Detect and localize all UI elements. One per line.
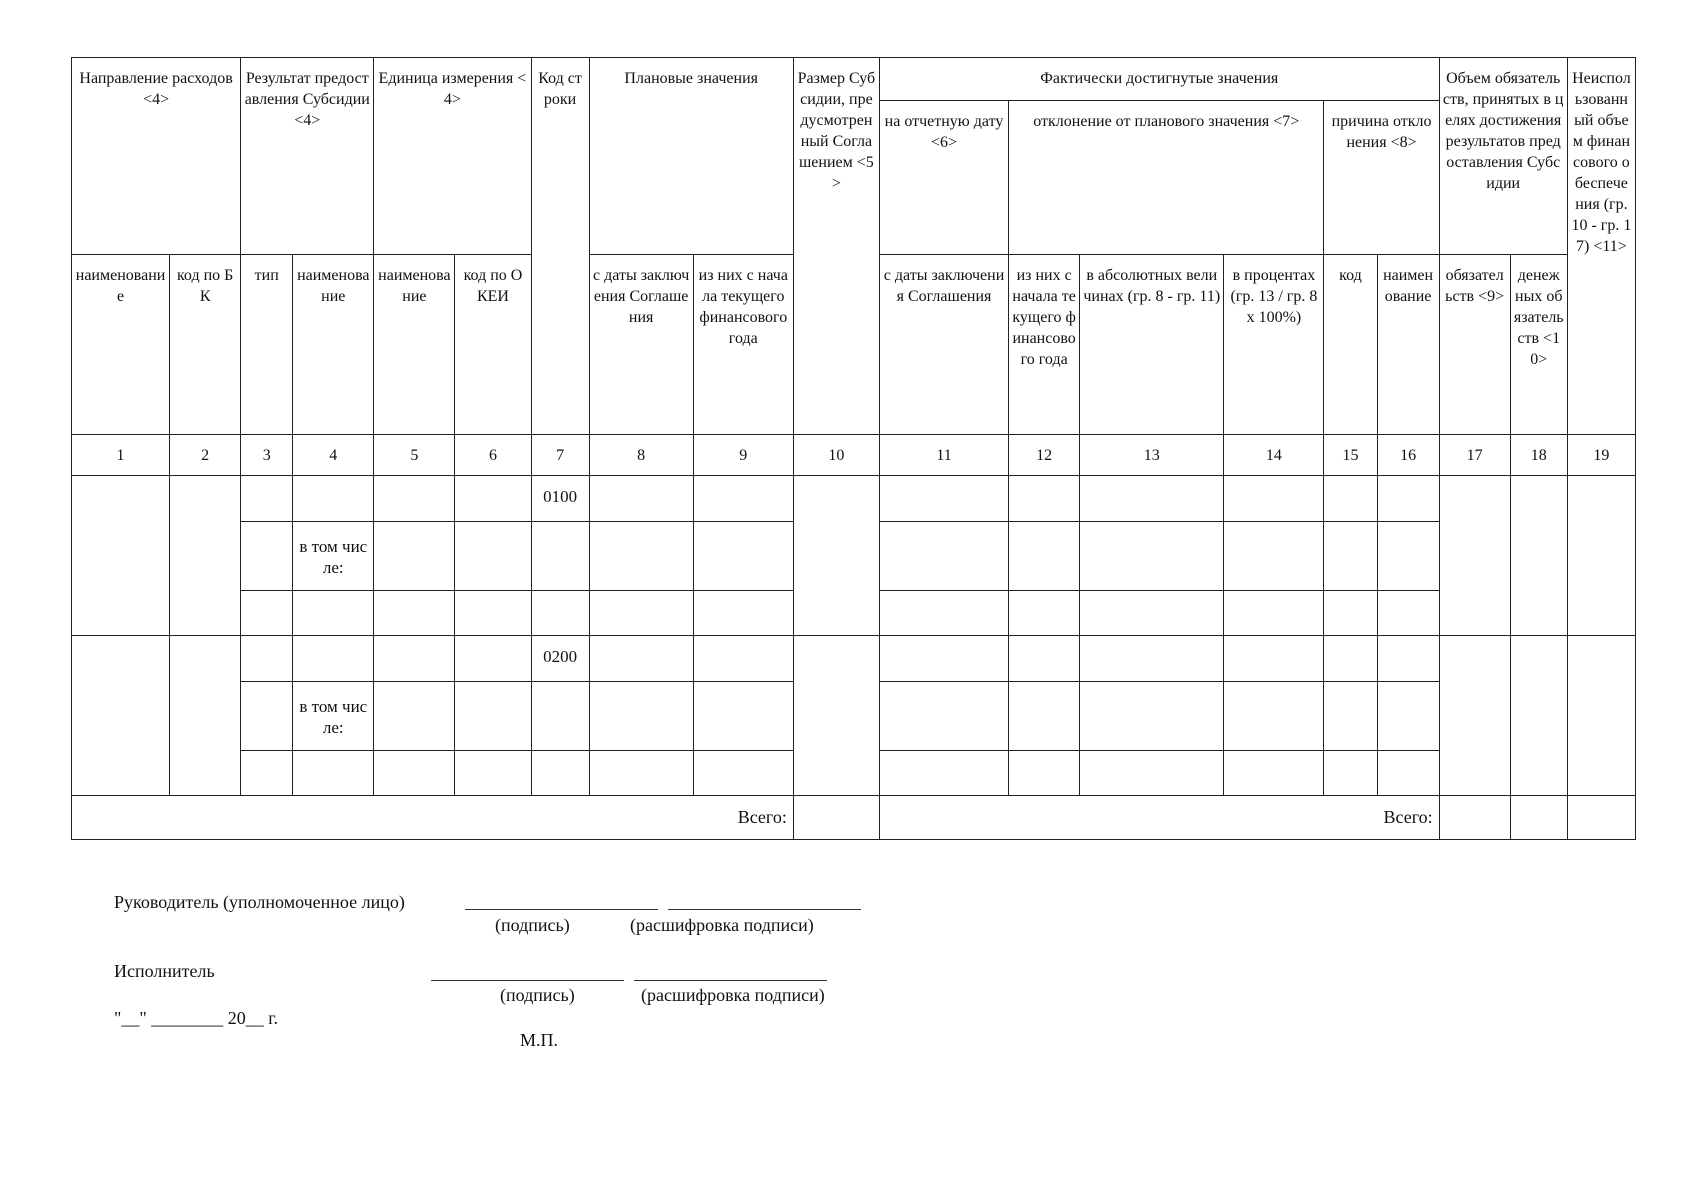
- cell-unit-name[interactable]: [374, 751, 455, 796]
- column-number: 6: [455, 435, 531, 476]
- row-code-0200: 0200: [531, 636, 589, 682]
- cell-unit-name[interactable]: [374, 636, 455, 682]
- cell-deviation-abs[interactable]: [1080, 476, 1224, 522]
- cell-unit-name[interactable]: [374, 476, 455, 522]
- column-number: 8: [589, 435, 693, 476]
- cell-result-name[interactable]: [293, 751, 374, 796]
- total-obligations[interactable]: [1439, 796, 1510, 840]
- cell-napravlenie-name[interactable]: [72, 636, 170, 796]
- cell-reason-code[interactable]: [1324, 522, 1377, 591]
- cell-deviation-abs[interactable]: [1080, 636, 1224, 682]
- cell-row-code[interactable]: [531, 751, 589, 796]
- header-s-daty-8: с даты заключения Соглашения: [589, 255, 693, 435]
- cell-tip[interactable]: [241, 522, 293, 591]
- cell-deviation-percent[interactable]: [1224, 476, 1324, 522]
- cell-result-name[interactable]: [293, 476, 374, 522]
- cell-fact-from-year[interactable]: [1009, 751, 1080, 796]
- header-kod-stroki: Код строки: [531, 58, 589, 435]
- cell-unit-name[interactable]: [374, 682, 455, 751]
- header-napravlenie: Направление расходов <4>: [72, 58, 241, 255]
- cell-deviation-abs[interactable]: [1080, 682, 1224, 751]
- executor-signature-caption: (подпись): [500, 985, 575, 1005]
- cell-reason-name[interactable]: [1377, 751, 1439, 796]
- cell-fact-from-year[interactable]: [1009, 682, 1080, 751]
- header-naimenovanie-4: наименование: [293, 255, 374, 435]
- header-prichina: причина отклонения <8>: [1324, 101, 1439, 255]
- header-planovye: Плановые значения: [589, 58, 793, 255]
- cell-reason-code[interactable]: [1324, 636, 1377, 682]
- cell-tip[interactable]: [241, 636, 293, 682]
- cell-deviation-abs[interactable]: [1080, 751, 1224, 796]
- header-edinica: Единица измерения <4>: [374, 58, 531, 255]
- executor-decode-caption: (расшифровка подписи): [641, 985, 825, 1005]
- total-money-obligations[interactable]: [1510, 796, 1567, 840]
- label-v-tom-chisle: в том числе:: [293, 682, 374, 751]
- head-signature-caption: (подпись): [495, 915, 570, 935]
- header-iz-nih-9: из них с начала текущего финансового года: [693, 255, 793, 435]
- cell-reason-code[interactable]: [1324, 476, 1377, 522]
- cell-fact-from-agreement[interactable]: [879, 636, 1008, 682]
- cell-row-code[interactable]: [531, 591, 589, 636]
- cell-fact-from-year[interactable]: [1009, 636, 1080, 682]
- column-number: 14: [1224, 435, 1324, 476]
- header-naimenovanie-5: наименование: [374, 255, 455, 435]
- cell-deviation-percent[interactable]: [1224, 751, 1324, 796]
- cell-reason-name[interactable]: [1377, 591, 1439, 636]
- cell-tip[interactable]: [241, 751, 293, 796]
- executor-signature-line[interactable]: [431, 980, 624, 981]
- cell-fact-from-year[interactable]: [1009, 522, 1080, 591]
- column-number: 15: [1324, 435, 1377, 476]
- report-table: [71, 57, 1636, 840]
- header-na-otchetnuyu: на отчетную дату <6>: [879, 101, 1008, 255]
- column-number: 1: [72, 435, 170, 476]
- header-naimenovanie-16: наименование: [1377, 255, 1439, 435]
- header-denezhnyh: денежных обязательств <10>: [1510, 255, 1567, 435]
- cell-unit-name[interactable]: [374, 522, 455, 591]
- cell-plan-from-year[interactable]: [693, 591, 793, 636]
- cell-fact-from-year[interactable]: [1009, 476, 1080, 522]
- cell-fact-from-agreement[interactable]: [879, 682, 1008, 751]
- cell-reason-code[interactable]: [1324, 591, 1377, 636]
- column-number: 13: [1080, 435, 1224, 476]
- cell-napravlenie-name[interactable]: [72, 476, 170, 636]
- header-otklonenie: отклонение от планового значения <7>: [1009, 101, 1324, 255]
- column-number: 4: [293, 435, 374, 476]
- header-obyazatelstv: обязательств <9>: [1439, 255, 1510, 435]
- cell-deviation-percent[interactable]: [1224, 682, 1324, 751]
- head-signature-line[interactable]: [465, 909, 658, 910]
- cell-deviation-percent[interactable]: [1224, 591, 1324, 636]
- header-obem: Объем обязательств, принятых в целях достижения результатов предоставления Субсидии: [1439, 58, 1567, 255]
- cell-reason-name[interactable]: [1377, 476, 1439, 522]
- header-neispolz: Неиспользованный объем финансового обеспечения (гр. 10 - гр. 17) <11>: [1567, 58, 1635, 435]
- row-code-0100: 0100: [531, 476, 589, 522]
- cell-obligations[interactable]: [1439, 636, 1510, 796]
- cell-okei[interactable]: [455, 682, 531, 751]
- column-number: 7: [531, 435, 589, 476]
- cell-tip[interactable]: [241, 476, 293, 522]
- cell-okei[interactable]: [455, 476, 531, 522]
- cell-plan-from-year[interactable]: [693, 682, 793, 751]
- header-absolyut: в абсолютных величинах (гр. 8 - гр. 11): [1080, 255, 1224, 435]
- header-kod-po-bk: код по БК: [170, 255, 241, 435]
- header-fakticheski: Фактически достигнутые значения: [879, 58, 1439, 101]
- cell-tip[interactable]: [241, 682, 293, 751]
- column-number: 16: [1377, 435, 1439, 476]
- column-number: 17: [1439, 435, 1510, 476]
- header-kod-15: код: [1324, 255, 1377, 435]
- cell-fact-from-agreement[interactable]: [879, 522, 1008, 591]
- column-number: 10: [793, 435, 879, 476]
- cell-fact-from-agreement[interactable]: [879, 476, 1008, 522]
- header-kod-po-okei: код по ОКЕИ: [455, 255, 531, 435]
- cell-plan-from-agreement[interactable]: [589, 522, 693, 591]
- cell-fact-from-year[interactable]: [1009, 591, 1080, 636]
- header-procent: в процентах (гр. 13 / гр. 8 x 100%): [1224, 255, 1324, 435]
- executor-label: Исполнитель: [114, 961, 215, 981]
- header-naimenovanie-1: наименование: [72, 255, 170, 435]
- header-razmer: Размер Субсидии, предусмотренный Соглашением <5>: [793, 58, 879, 435]
- head-label: Руководитель (уполномоченное лицо): [114, 892, 405, 912]
- cell-okei[interactable]: [455, 636, 531, 682]
- cell-deviation-percent[interactable]: [1224, 522, 1324, 591]
- cell-result-name[interactable]: [293, 591, 374, 636]
- cell-okei[interactable]: [455, 751, 531, 796]
- cell-reason-name[interactable]: [1377, 522, 1439, 591]
- cell-reason-name[interactable]: [1377, 682, 1439, 751]
- cell-subsidy-size[interactable]: [793, 476, 879, 636]
- cell-okei[interactable]: [455, 522, 531, 591]
- total-unused[interactable]: [1567, 796, 1635, 840]
- cell-deviation-abs[interactable]: [1080, 522, 1224, 591]
- cell-plan-from-year[interactable]: [693, 476, 793, 522]
- total-label-plan: Всего:: [72, 796, 794, 840]
- header-rezultat: Результат предоставления Субсидии <4>: [241, 58, 374, 255]
- cell-reason-code[interactable]: [1324, 751, 1377, 796]
- cell-reason-name[interactable]: [1377, 636, 1439, 682]
- cell-plan-from-agreement[interactable]: [589, 591, 693, 636]
- header-iz-nih-12: из них с начала текущего финансового года: [1009, 255, 1080, 435]
- cell-reason-code[interactable]: [1324, 682, 1377, 751]
- head-decode-line[interactable]: [668, 909, 861, 910]
- cell-plan-from-year[interactable]: [693, 751, 793, 796]
- column-number: 5: [374, 435, 455, 476]
- cell-deviation-abs[interactable]: [1080, 591, 1224, 636]
- column-number: 19: [1567, 435, 1635, 476]
- header-tip: тип: [241, 255, 293, 435]
- head-decode-caption: (расшифровка подписи): [630, 915, 814, 935]
- cell-unused[interactable]: [1567, 476, 1635, 636]
- label-v-tom-chisle: в том числе:: [293, 522, 374, 591]
- cell-plan-from-agreement[interactable]: [589, 751, 693, 796]
- cell-money-obligations[interactable]: [1510, 636, 1567, 796]
- cell-fact-from-agreement[interactable]: [879, 751, 1008, 796]
- cell-plan-from-agreement[interactable]: [589, 682, 693, 751]
- cell-fact-from-agreement[interactable]: [879, 591, 1008, 636]
- cell-unused[interactable]: [1567, 636, 1635, 796]
- total-label-fact: Всего:: [879, 796, 1439, 840]
- cell-row-code[interactable]: [531, 522, 589, 591]
- cell-plan-from-year[interactable]: [693, 522, 793, 591]
- column-number: 18: [1510, 435, 1567, 476]
- cell-subsidy-size[interactable]: [793, 636, 879, 796]
- cell-kod-po-bk[interactable]: [170, 636, 241, 796]
- date-line: "__" ________ 20__ г.: [114, 1008, 279, 1028]
- column-number: 12: [1009, 435, 1080, 476]
- cell-result-name[interactable]: [293, 636, 374, 682]
- cell-obligations[interactable]: [1439, 476, 1510, 636]
- total-subsidy-size[interactable]: [793, 796, 879, 840]
- cell-row-code[interactable]: [531, 682, 589, 751]
- cell-money-obligations[interactable]: [1510, 476, 1567, 636]
- cell-plan-from-agreement[interactable]: [589, 476, 693, 522]
- executor-decode-line[interactable]: [634, 980, 827, 981]
- header-s-daty-11: с даты заключения Соглашения: [879, 255, 1008, 435]
- column-number: 3: [241, 435, 293, 476]
- cell-tip[interactable]: [241, 591, 293, 636]
- cell-okei[interactable]: [455, 591, 531, 636]
- stamp-place: М.П.: [520, 1030, 559, 1050]
- cell-plan-from-agreement[interactable]: [589, 636, 693, 682]
- column-number: 9: [693, 435, 793, 476]
- column-number: 11: [879, 435, 1008, 476]
- column-number: 2: [170, 435, 241, 476]
- cell-deviation-percent[interactable]: [1224, 636, 1324, 682]
- cell-kod-po-bk[interactable]: [170, 476, 241, 636]
- cell-plan-from-year[interactable]: [693, 636, 793, 682]
- cell-unit-name[interactable]: [374, 591, 455, 636]
